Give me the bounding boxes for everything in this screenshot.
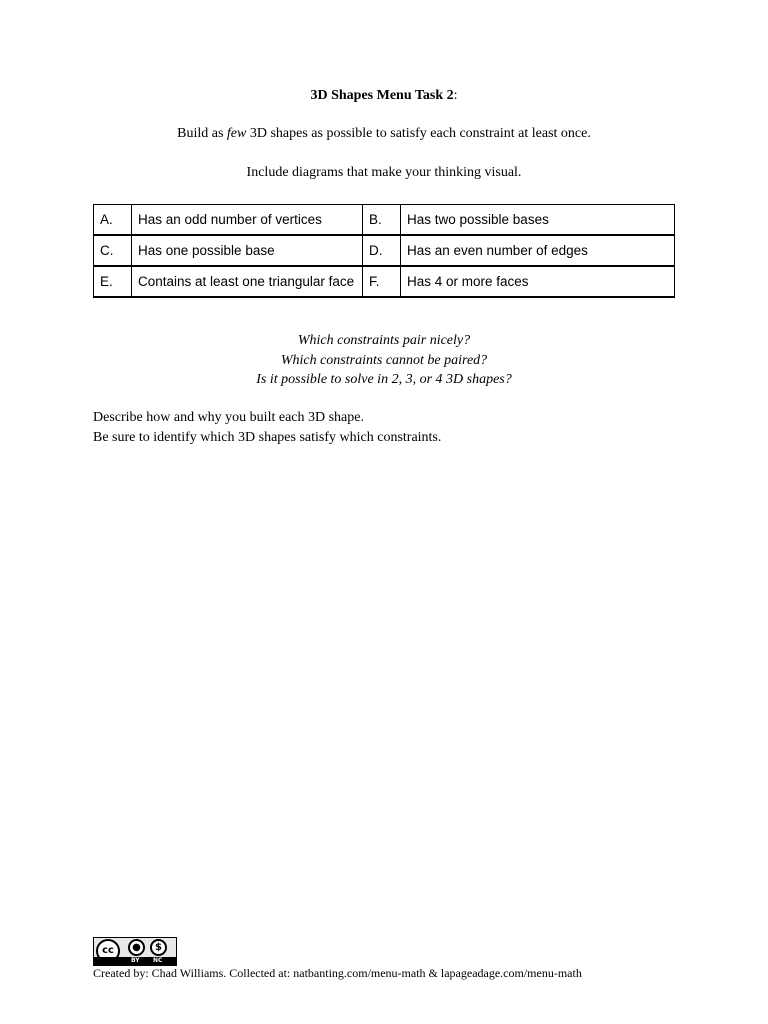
constraint-letter: C. — [94, 235, 132, 266]
describe-line: Be sure to identify which 3D shapes satisfy which constraints. — [93, 429, 442, 445]
constraint-text: Has an odd number of vertices — [132, 205, 363, 236]
constraint-text: Has an even number of edges — [401, 235, 675, 266]
attribution-icon: ● — [128, 939, 145, 956]
constraint-text: Has two possible bases — [401, 205, 675, 236]
constraint-letter: A. — [94, 205, 132, 236]
nc-label: NC — [153, 957, 163, 964]
table-row — [94, 235, 675, 266]
constraint-text: Has 4 or more faces — [401, 266, 675, 297]
title-suffix: : — [453, 88, 458, 103]
noncommercial-icon: $ — [150, 939, 167, 956]
constraint-letter: B. — [363, 205, 401, 236]
reflection-questions — [0, 331, 768, 390]
question-line: Is it possible to solve in 2, 3, or 4 3D shapes? — [256, 372, 512, 387]
instruction-1-start: Build as — [177, 126, 227, 141]
describe-instructions — [93, 408, 441, 447]
constraint-text: Has one possible base — [132, 235, 363, 266]
question-line: Which constraints pair nicely? — [297, 333, 471, 348]
table-row — [94, 266, 675, 297]
describe-line: Describe how and why you built each 3D shape. — [93, 410, 364, 425]
constraint-text: Contains at least one triangular face — [132, 266, 363, 297]
instruction-1-end: 3D shapes as possible to satisfy each constraint at least once. — [246, 126, 591, 141]
cc-icon: cc — [96, 939, 120, 963]
page-title — [0, 88, 768, 104]
by-label: BY — [131, 957, 140, 964]
constraint-letter: F. — [363, 266, 401, 297]
instruction-line-1 — [0, 126, 768, 142]
constraint-letter: E. — [94, 266, 132, 297]
table-row — [94, 205, 675, 236]
question-line: Which constraints cannot be paired? — [280, 352, 488, 368]
instruction-1-emphasis: few — [226, 126, 247, 141]
title-bold: 3D Shapes Menu Task 2 — [310, 88, 454, 103]
instruction-line-2: Include diagrams that make your thinking visual. — [246, 165, 522, 180]
constraints-table — [93, 204, 675, 298]
constraint-letter: D. — [363, 235, 401, 266]
footer-credit: Created by: Chad Williams. Collected at: natbanting.com/menu-math & lapageadage.com/menu-math — [93, 966, 582, 980]
creative-commons-badge — [93, 937, 177, 966]
